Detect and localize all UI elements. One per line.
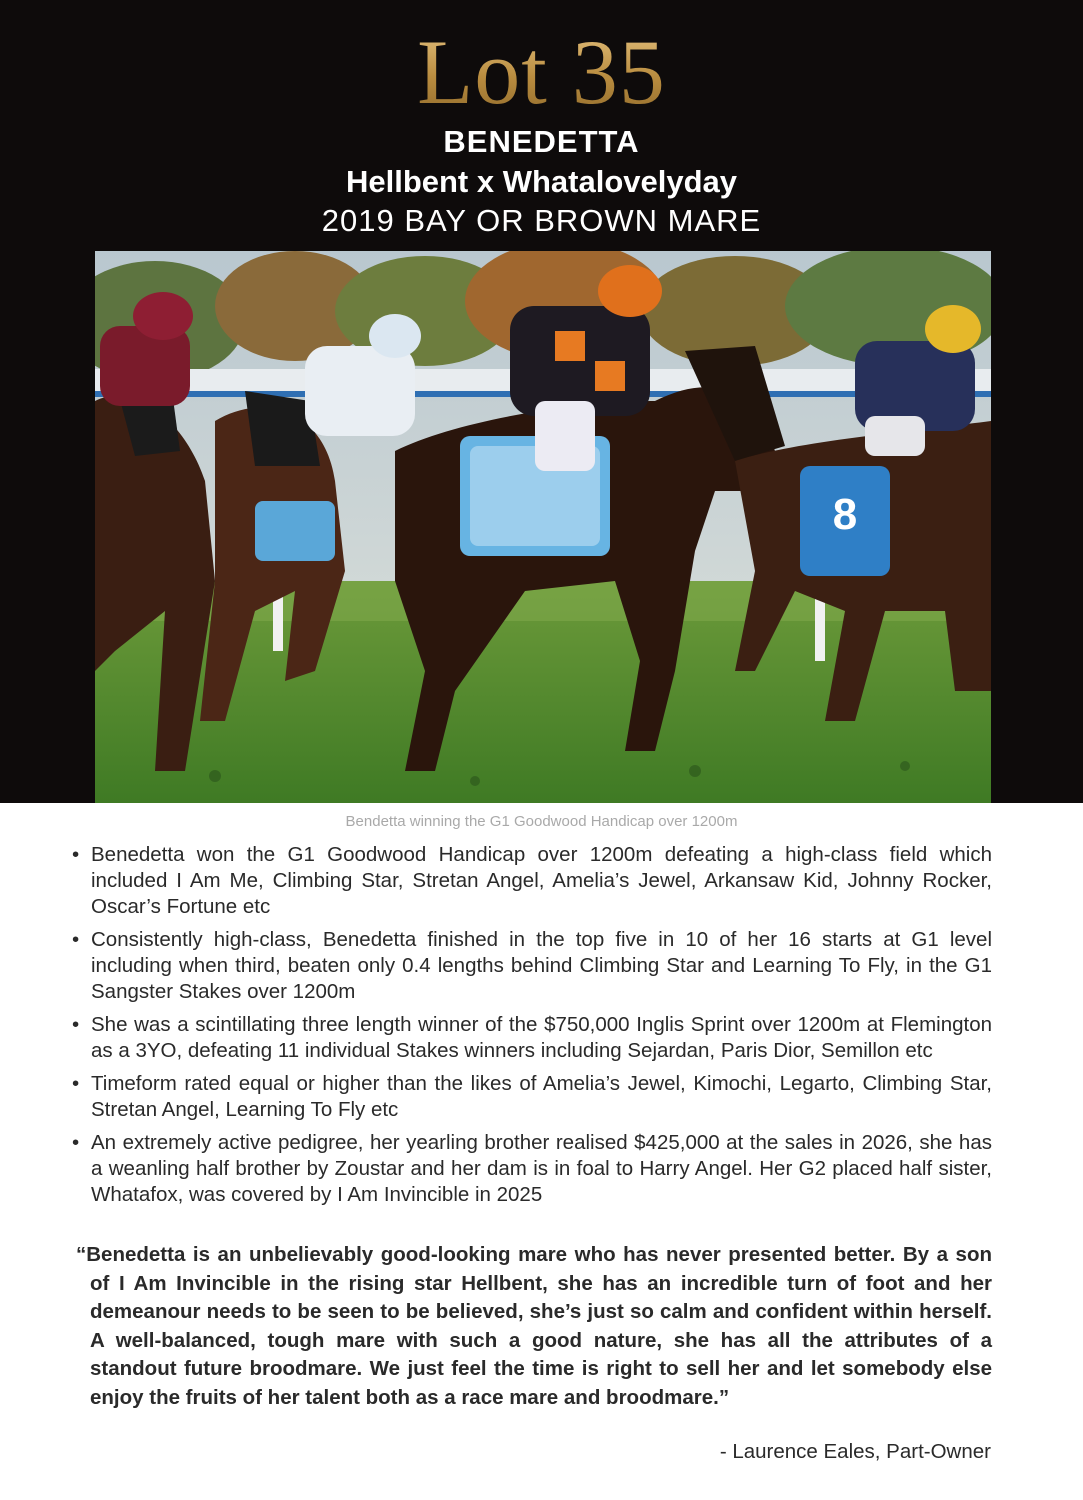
quote-attribution: - Laurence Eales, Part-Owner [719,1440,991,1463]
race-photo [95,251,991,803]
horse-name: BENEDETTA [443,124,640,159]
pedigree: Hellbent x Whatalovelyday [345,164,738,199]
highlight-text: An extremely active pedigree, her yearling brother realised $425,000 at the sales in 2026, she has a weanling half brother by Zoustar and her dam is in foal to Harry Angel. Her G2 placed half sister, Whatafox, was covered by I Am Invincible in 2025 [91,1131,992,1206]
highlight-text: Timeform rated equal or higher than the likes of Amelia’s Jewel, Kimochi, Legarto, Climbing Star, Stretan Angel, Learning To Fly etc [91,1072,992,1121]
bullet-marker: • [72,843,80,866]
horse-description: 2019 BAY OR BROWN MARE [321,203,762,238]
photo-caption: Bendetta winning the G1 Goodwood Handicap over 1200m [345,813,738,830]
highlight-text: Consistently high-class, Benedetta finished in the top five in 10 of her 16 starts at G1 level including when third, beaten only 0.4 lengths behind Climbing Star and Learning To Fly, in the G1 Sangster Stakes over 1200m [91,928,992,1003]
highlight-item [72,1130,992,1208]
bullet-marker: • [72,928,80,951]
owner-quote: “Benedetta is an unbelievably good-looking mare who has never presented better. By a son of I Am Invincible in the rising star Hellbent, she has an incredible turn of foot and her demeanour needs to be seen to be believed, she’s just so calm and confident within herself. A well-balanced, tough mare with such a good nature, she has all the attributes of a standout future broodmare. We just feel the time is right to sell her and let somebody else enjoy the fruits of her talent both as a race mare and broodmare.” [76,1243,992,1409]
bullet-marker: • [72,1013,80,1036]
saddlecloth-number: 8 [832,490,858,539]
bullet-marker: • [72,1072,80,1095]
highlights-list [72,842,992,1215]
highlight-item [72,1071,992,1123]
highlight-item [72,842,992,920]
highlight-item [72,927,992,1005]
bullet-marker: • [72,1131,80,1154]
highlight-item [72,1012,992,1064]
highlight-text: Benedetta won the G1 Goodwood Handicap over 1200m defeating a high-class field which included I Am Me, Climbing Star, Stretan Angel, Amelia’s Jewel, Arkansaw Kid, Johnny Rocker, Oscar’s Fortune etc [91,843,992,918]
highlight-text: She was a scintillating three length winner of the $750,000 Inglis Sprint over 1200m at Flemington as a 3YO, defeating 11 individual Stakes winners including Sejardan, Paris Dior, Semillon etc [91,1013,992,1062]
lot-number: Lot 35 [0,22,1083,122]
